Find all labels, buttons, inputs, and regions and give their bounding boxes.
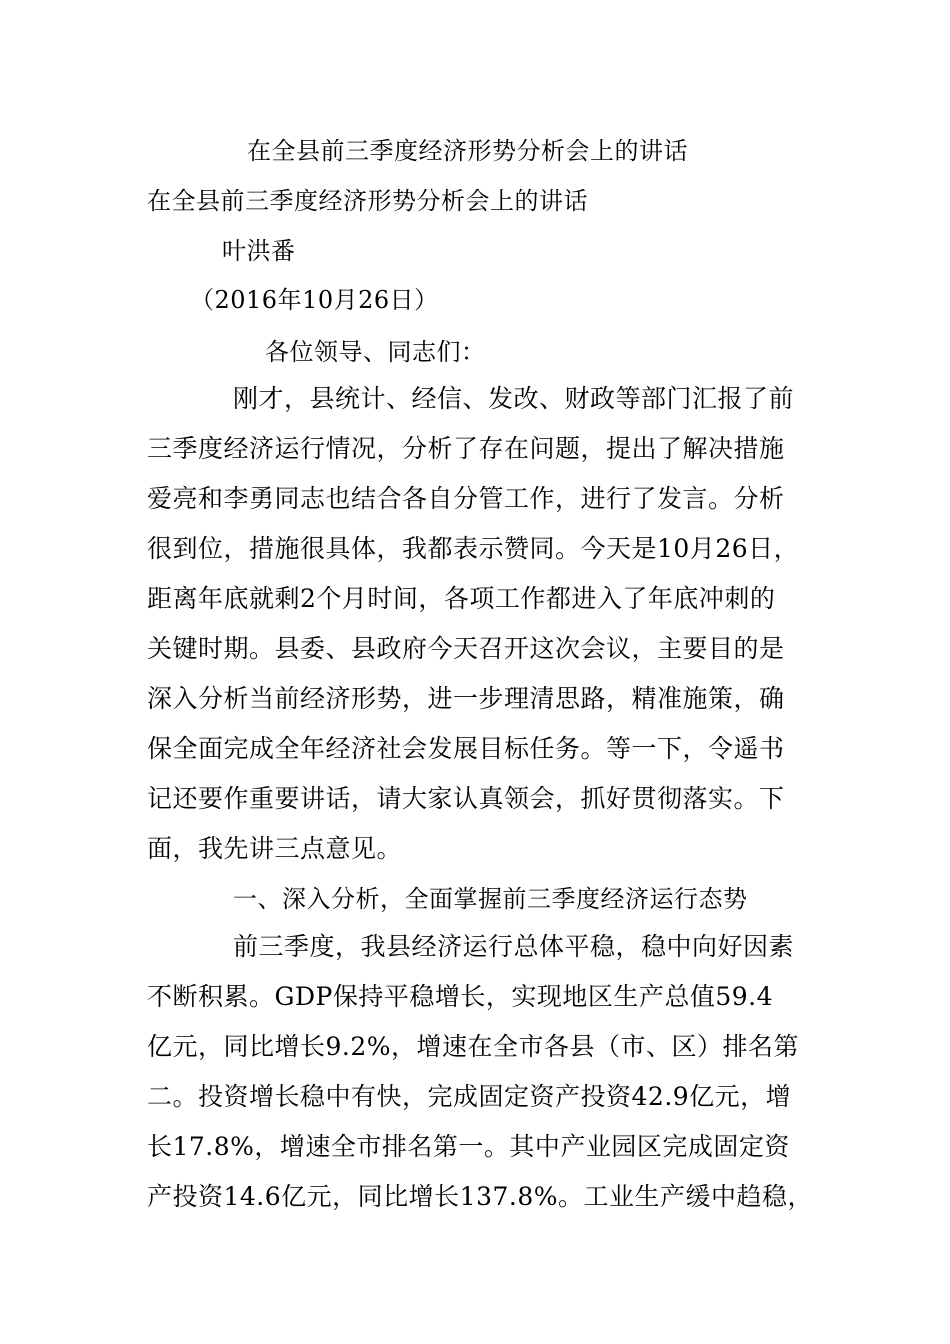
section-1-heading: 一、深入分析，全面掌握前三季度经济运行态势 — [233, 885, 748, 913]
paragraph-2-line: 不断积累。GDP保持平稳增长，实现地区生产总值59.4 — [147, 982, 774, 1011]
paragraph-1-line: 记还要作重要讲话，请大家认真领会，抓好贯彻落实。下 — [147, 784, 785, 813]
document-title: 在全县前三季度经济形势分析会上的讲话 — [247, 137, 688, 165]
paragraph-1-line: 深入分析当前经济形势，进一步理清思路，精准施策，确 — [147, 684, 785, 713]
paragraph-1-line: 很到位，措施很具体，我都表示赞同。今天是10月26日， — [147, 534, 800, 563]
paragraph-1-line: 三季度经济运行情况，分析了存在问题，提出了解决措施 — [147, 434, 785, 463]
greeting-line: 各位领导、同志们： — [265, 338, 486, 366]
paragraph-1-line: 保全面完成全年经济社会发展目标任务。等一下，令遥书 — [147, 734, 785, 763]
author-name: 叶洪番 — [222, 237, 296, 265]
paragraph-1-line: 面，我先讲三点意见。 — [147, 834, 403, 863]
speech-date: （2016年10月26日） — [190, 286, 439, 314]
paragraph-1-line: 距离年底就剩2个月时间，各项工作都进入了年底冲刺的 — [147, 584, 776, 613]
paragraph-1-line: 刚才，县统计、经信、发改、财政等部门汇报了前 — [233, 384, 795, 413]
paragraph-2-line: 长17.8%，增速全市排名第一。其中产业园区完成固定资 — [147, 1132, 790, 1161]
paragraph-1-line: 爱亮和李勇同志也结合各自分管工作，进行了发言。分析 — [147, 484, 785, 513]
paragraph-1-line: 关键时期。县委、县政府今天召开这次会议，主要目的是 — [147, 634, 785, 663]
paragraph-2-line: 亿元，同比增长9.2%，增速在全市各县（市、区）排名第 — [147, 1032, 800, 1061]
document-subtitle: 在全县前三季度经济形势分析会上的讲话 — [147, 187, 588, 215]
paragraph-2-line: 前三季度，我县经济运行总体平稳，稳中向好因素 — [233, 932, 795, 961]
paragraph-2-line: 二。投资增长稳中有快，完成固定资产投资42.9亿元，增 — [147, 1082, 792, 1111]
paragraph-2-line: 产投资14.6亿元，同比增长137.8%。工业生产缓中趋稳， — [147, 1182, 813, 1211]
